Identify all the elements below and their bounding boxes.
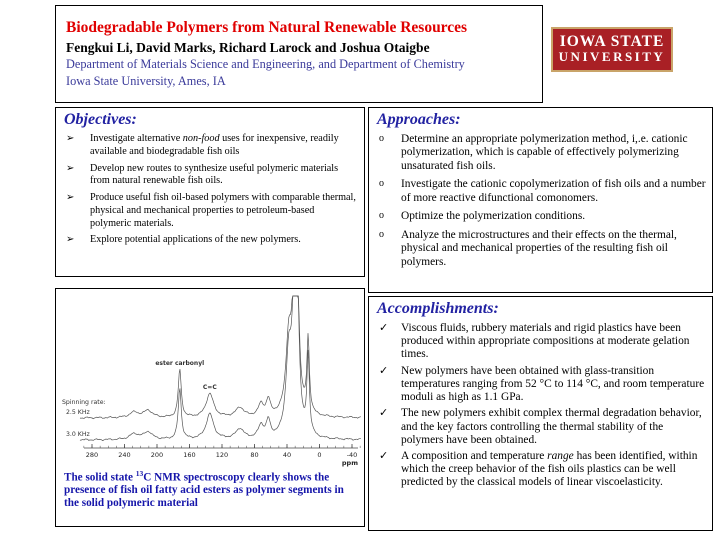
bullet-text: New polymers have been obtained with glass-transition temperatures ranging from 52 °C to 114 °C, and room temperature moduli as high as 1.1 GPa. — [401, 364, 705, 404]
bullet-item — [64, 234, 358, 247]
accomplishments-section — [368, 296, 713, 531]
nmr-figure-box — [55, 288, 365, 527]
objectives-heading: Objectives: — [64, 111, 137, 128]
objectives-section — [55, 107, 365, 277]
affiliation-line-2: Iowa State University, Ames, IA — [66, 73, 226, 88]
svg-text:2.5 KHz: 2.5 KHz — [66, 409, 90, 416]
svg-text:240: 240 — [118, 451, 131, 459]
bullet-marker: ➢ — [66, 162, 75, 174]
bullet-item — [377, 178, 706, 205]
svg-text:ppm: ppm — [341, 459, 358, 467]
bullet-item — [377, 322, 706, 362]
bullet-marker: o — [379, 210, 384, 222]
logo-line-2: UNIVERSITY — [558, 48, 666, 64]
bullet-item — [377, 450, 706, 490]
svg-text:160: 160 — [183, 451, 196, 459]
svg-text:200: 200 — [150, 451, 164, 459]
accomplishments-heading: Accomplishments: — [377, 300, 499, 317]
bullet-text: Viscous fluids, rubbery materials and rigid plastics have been produced within appropriate compositions at moderate gelation times. — [401, 322, 690, 361]
svg-text:120: 120 — [215, 451, 229, 459]
bullet-text: Investigate the cationic copolymerization of fish oils and a number of more reactive difunctional comonomers. — [401, 178, 706, 204]
svg-text:0: 0 — [317, 451, 322, 459]
iowa-state-university-logo — [551, 27, 673, 72]
bullet-item — [64, 192, 358, 230]
bullet-marker: ✓ — [379, 449, 389, 462]
approaches-heading: Approaches: — [377, 111, 461, 128]
svg-text:280: 280 — [85, 451, 99, 459]
svg-text:80: 80 — [250, 451, 259, 459]
bullet-marker: o — [379, 178, 384, 190]
bullet-text: Investigate alternative non-food uses for inexpensive, readily available and biodegradable fish oils — [90, 133, 339, 157]
slide-title: Biodegradable Polymers from Natural Renewable Resources — [66, 19, 468, 36]
bullet-marker: ✓ — [379, 407, 389, 420]
bullet-item — [377, 133, 706, 173]
bullet-text: Determine an appropriate polymerization method, i,.e. cationic polymerization, which is capable of effectively polymerizing unsaturated fish oils. — [401, 133, 688, 172]
accomplishments-list — [369, 320, 712, 490]
bullet-text: The new polymers exhibit complex thermal degradation behavior, and the key factors controlling the thermal stability of the polymers have been obtained. — [401, 407, 702, 446]
bullet-marker: o — [379, 228, 384, 240]
svg-text:ester carbonyl: ester carbonyl — [155, 360, 205, 367]
figure-caption: The solid state $^{13}$C NMR spectroscopy clearly shows the presence of fish oil fatty acid esters as polymer segments in the solid polymeric material — [64, 469, 344, 509]
bullet-item — [377, 407, 706, 447]
bullet-text: Develop new routes to synthesize useful polymeric materials from natural renewable fish oils. — [90, 162, 339, 187]
bullet-item — [377, 229, 706, 269]
bullet-text: Produce useful fish oil-based polymers with comparable thermal, physical and mechanical properties to petroleum-based polymeric materials. — [90, 192, 356, 229]
affiliation-line-1: Department of Materials Science and Engineering, and Department of Chemistry — [66, 56, 465, 71]
bullet-text: A composition and temperature range has been identified, within which the creep behavior of the fish oils plastics can be well predicted by the classical models of linear viscoelasticity. — [401, 449, 698, 489]
bullet-marker: ➢ — [66, 192, 75, 203]
nmr-spectrum-chart — [56, 290, 364, 468]
header-box — [55, 5, 543, 103]
bullet-text: Analyze the microstructures and their effects on the thermal, physical and mechanical properties of the resulting fish oil polymers. — [401, 228, 677, 268]
objectives-list — [56, 131, 364, 247]
approaches-list — [369, 131, 712, 269]
bullet-marker: ➢ — [66, 133, 75, 144]
bullet-marker: ✓ — [379, 322, 389, 334]
logo-line-1: IOWA STATE — [559, 33, 665, 51]
svg-text:C=C: C=C — [202, 384, 217, 391]
bullet-marker: o — [379, 133, 384, 144]
bullet-item — [64, 163, 358, 189]
approaches-section — [368, 107, 713, 293]
authors-line: Fengkui Li, David Marks, Richard Larock and Joshua Otaigbe — [66, 39, 430, 55]
bullet-marker: ✓ — [379, 364, 389, 377]
svg-text:-40: -40 — [346, 451, 358, 459]
bullet-item — [377, 210, 706, 223]
bullet-item — [64, 133, 358, 159]
bullet-text: Explore potential applications of the new polymers. — [90, 234, 301, 246]
bullet-text: Optimize the polymerization conditions. — [401, 210, 586, 223]
svg-text:40: 40 — [282, 451, 292, 459]
bullet-item — [377, 365, 706, 405]
svg-text:3.0 KHz: 3.0 KHz — [66, 431, 90, 438]
svg-text:Spinning rate:: Spinning rate: — [62, 399, 106, 406]
bullet-marker: ➢ — [66, 234, 75, 246]
